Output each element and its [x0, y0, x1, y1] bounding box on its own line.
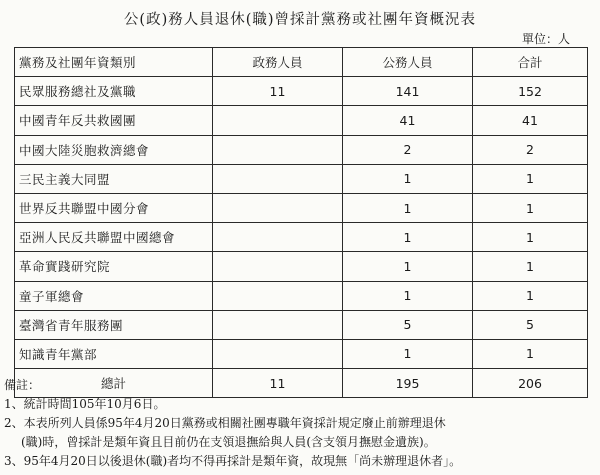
row-political [213, 281, 343, 310]
header-total: 合計 [473, 48, 588, 77]
row-category: 亞洲人民反共聯盟中國總會 [15, 223, 213, 252]
row-category: 革命實踐研究院 [15, 252, 213, 281]
table-row [15, 135, 588, 164]
totals-political: 11 [213, 369, 343, 398]
row-civil: 1 [343, 339, 473, 368]
row-political [213, 223, 343, 252]
row-total: 41 [473, 106, 588, 135]
row-civil: 1 [343, 193, 473, 222]
table-row [15, 223, 588, 252]
header-political: 政務人員 [213, 48, 343, 77]
note-item: 2、本表所列人員係95年4月20日黨務或相關社團專職年資採計規定廢止前辦理退休 [4, 416, 446, 430]
row-civil: 2 [343, 135, 473, 164]
row-political [213, 339, 343, 368]
notes-heading: 備註： [4, 378, 41, 392]
row-category: 中國青年反共救國團 [15, 106, 213, 135]
row-political [213, 193, 343, 222]
row-category: 世界反共聯盟中國分會 [15, 193, 213, 222]
row-civil: 5 [343, 310, 473, 339]
row-category: 知識青年黨部 [15, 339, 213, 368]
notes-section [4, 376, 596, 471]
table-row [15, 252, 588, 281]
row-category: 臺灣省青年服務團 [15, 310, 213, 339]
page-title: 公(政)務人員退休(職)曾採計黨務或社團年資概況表 [123, 12, 477, 28]
row-category: 中國大陸災胞救濟總會 [15, 135, 213, 164]
header-civil: 公務人員 [343, 48, 473, 77]
totals-total: 206 [473, 369, 588, 398]
row-total: 1 [473, 223, 588, 252]
row-civil: 141 [343, 77, 473, 106]
row-civil: 1 [343, 281, 473, 310]
table-row [15, 310, 588, 339]
header-category: 黨務及社團年資類別 [15, 48, 213, 77]
totals-label: 總計 [15, 369, 213, 398]
row-total: 1 [473, 339, 588, 368]
table-row [15, 281, 588, 310]
statistics-table [14, 47, 588, 398]
row-category: 三民主義大同盟 [15, 164, 213, 193]
row-total: 152 [473, 77, 588, 106]
table-row [15, 339, 588, 368]
row-total: 1 [473, 252, 588, 281]
table-row [15, 77, 588, 106]
row-civil: 1 [343, 164, 473, 193]
unit-label: 單位：人 [521, 32, 570, 46]
row-civil: 1 [343, 223, 473, 252]
row-political [213, 164, 343, 193]
row-political [213, 252, 343, 281]
totals-civil: 195 [343, 369, 473, 398]
row-political [213, 310, 343, 339]
row-political [213, 135, 343, 164]
row-total: 1 [473, 164, 588, 193]
table-row [15, 164, 588, 193]
row-total: 2 [473, 135, 588, 164]
table-row [15, 106, 588, 135]
note-item: 1、統計時間105年10月6日。 [4, 397, 166, 411]
row-civil: 1 [343, 252, 473, 281]
row-political: 11 [213, 77, 343, 106]
row-category: 童子軍總會 [15, 281, 213, 310]
row-political [213, 106, 343, 135]
note-item: 3、95年4月20日以後退休(職)者均不得再採計是類年資，故現無「尚未辦理退休者」。 [4, 454, 462, 468]
row-civil: 41 [343, 106, 473, 135]
table-row [15, 193, 588, 222]
row-total: 5 [473, 310, 588, 339]
note-item-continuation: (職)時，曾採計是類年資且目前仍在支領退撫給與人員(含支領月撫慰金遺族)。 [21, 435, 436, 449]
row-total: 1 [473, 281, 588, 310]
row-category: 民眾服務總社及黨職 [15, 77, 213, 106]
table-header-row [15, 48, 588, 77]
row-total: 1 [473, 193, 588, 222]
